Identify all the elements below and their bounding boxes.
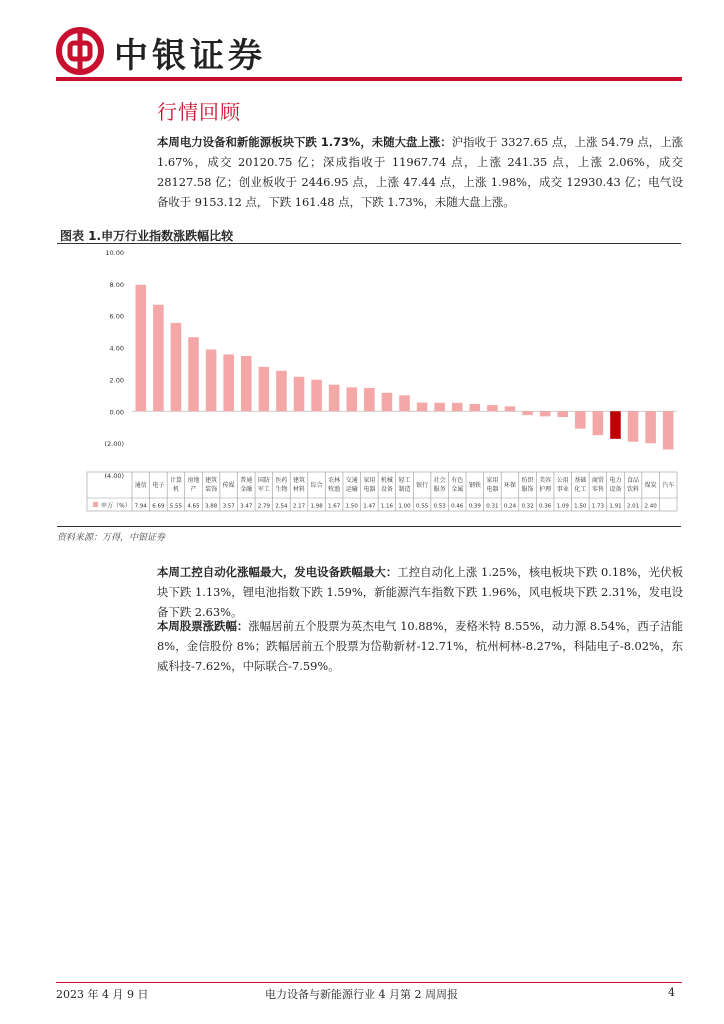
category-label: 美容 <box>539 477 552 484</box>
category-label-line2: 设备 <box>380 486 393 493</box>
value-label: 0.24 <box>503 503 517 510</box>
category-label-line2: 金融 <box>240 486 253 493</box>
value-label: 2.54 <box>275 503 288 510</box>
y-tick-label: 6.00 <box>109 312 124 321</box>
value-label: 2.17 <box>292 503 306 510</box>
value-label: 2.01 <box>626 503 640 510</box>
value-label: 1.50 <box>345 503 358 510</box>
value-label: 0.55 <box>415 503 429 510</box>
bar <box>259 367 270 411</box>
legend-swatch <box>93 502 98 507</box>
category-label: 环保 <box>503 482 516 489</box>
value-label: 1.47 <box>363 503 376 510</box>
category-label: 轻工 <box>398 477 411 484</box>
category-label: 通信 <box>134 482 147 489</box>
category-label: 家用 <box>363 477 376 484</box>
bar <box>241 356 252 411</box>
category-label: 医药 <box>275 477 288 484</box>
bar <box>522 411 533 415</box>
value-label: 0.31 <box>486 503 499 510</box>
category-label-line2: 牧渔 <box>328 486 341 493</box>
legend-label: 申万（%） <box>101 502 131 510</box>
category-label-line2: 化工 <box>574 486 587 493</box>
category-label: 电力 <box>609 477 622 484</box>
value-label: 2.79 <box>257 503 270 510</box>
value-label: 1.00 <box>398 503 411 510</box>
bar <box>329 385 340 412</box>
bar <box>645 411 656 443</box>
paragraph-body: 工控自动化上涨 1.25%，核电板块下跌 0.18%，光伏板块下跌 1.13%，锂电池指数下跌 1.59%，新能源汽车指数下跌 1.96%，风电板块下跌 2.31%，发电设备下跌 2.63%。 <box>157 565 683 619</box>
paragraph-lead: 本周电力设备和新能源板块下跌 1.73%，未随大盘上涨： <box>157 135 452 149</box>
value-label: 0.39 <box>468 503 481 510</box>
paragraph-lead: 本周工控自动化涨幅最大，发电设备跌幅最大： <box>157 565 398 579</box>
y-tick-label: (4.00) <box>104 472 124 480</box>
bar <box>452 403 463 411</box>
bar <box>382 393 393 411</box>
category-label: 钢铁 <box>468 482 481 489</box>
category-label-line2: 装饰 <box>205 486 218 493</box>
category-label: 银行 <box>416 482 429 489</box>
bar <box>505 406 516 411</box>
bar <box>434 403 445 411</box>
category-label: 食品 <box>627 477 640 484</box>
value-label: 1.91 <box>609 503 622 510</box>
category-label: 公用 <box>556 477 569 484</box>
category-label-line2: 生物 <box>275 486 288 493</box>
category-label: 传媒 <box>222 482 235 489</box>
bar <box>276 371 287 411</box>
category-label: 煤炭 <box>644 482 657 489</box>
value-label: 3.88 <box>204 503 218 510</box>
value-label: 1.50 <box>574 503 587 510</box>
bar <box>470 404 481 411</box>
value-label: 1.16 <box>380 503 394 510</box>
figure-bottom-rule <box>57 526 681 527</box>
bar <box>663 411 674 449</box>
bar <box>399 395 410 411</box>
category-label-line2: 运输 <box>345 486 358 493</box>
value-label: 2.40 <box>644 503 657 510</box>
bank-of-china-logo-icon <box>56 27 104 75</box>
category-label: 综合 <box>310 482 323 489</box>
category-label-line2: 金属 <box>451 486 464 493</box>
category-label-line2: 制造 <box>398 486 411 493</box>
value-label: 1.98 <box>310 503 323 510</box>
category-label: 家用 <box>486 477 499 484</box>
section-title: 行情回顾 <box>157 100 241 124</box>
bar <box>610 411 621 439</box>
value-label: 1.73 <box>591 503 605 510</box>
bar <box>364 388 375 411</box>
y-tick-label: 10.00 <box>105 249 124 257</box>
category-label-line2: 设备 <box>609 486 622 493</box>
value-label: 0.46 <box>451 503 464 510</box>
bar <box>540 411 551 416</box>
brand-name: 中银证券 <box>114 36 266 76</box>
category-label-line2: 事业 <box>556 486 569 493</box>
bar <box>311 380 322 412</box>
source-note: 资料来源：万得，中银证券 <box>57 533 166 543</box>
category-label-line2: 护理 <box>539 486 552 493</box>
value-label: 1.67 <box>328 503 341 510</box>
category-label-line2: 军工 <box>257 486 270 493</box>
value-label: 1.09 <box>556 503 569 510</box>
category-label-line2: 饮料 <box>627 486 640 493</box>
value-label: 5.55 <box>169 503 183 510</box>
industry-index-chart <box>57 245 681 513</box>
figure-title: 图表 1.申万行业指数涨跌幅比较 <box>60 229 234 243</box>
bar <box>557 411 568 417</box>
value-label: 0.53 <box>433 503 446 510</box>
bar <box>346 387 357 411</box>
value-label: 6.69 <box>152 503 165 510</box>
category-label-line2: 产 <box>190 486 197 493</box>
category-label: 交通 <box>345 477 358 484</box>
category-label-line2: 电器 <box>363 486 376 493</box>
value-label: 0.32 <box>521 503 534 510</box>
bar <box>628 411 639 441</box>
bar <box>188 337 199 411</box>
bar <box>223 354 234 411</box>
category-label: 汽车 <box>662 482 675 489</box>
value-label: 0.36 <box>539 503 552 510</box>
bar <box>171 323 182 411</box>
y-tick-label: 0.00 <box>109 408 124 417</box>
category-label: 建筑 <box>293 477 306 484</box>
category-label-line2: 电器 <box>486 486 499 493</box>
category-label-line2: 服饰 <box>521 486 534 493</box>
category-label-line2: 机 <box>172 486 179 493</box>
bar <box>487 405 498 411</box>
bar <box>294 377 305 412</box>
page-number: 4 <box>668 986 675 999</box>
footer-rule <box>56 982 682 983</box>
category-label: 基础 <box>574 477 587 484</box>
paragraph-body: 沪指收于 3327.65 点，上涨 54.79 点，上涨 1.67%，成交 20120.75 亿；深成指收于 11967.74 点，上涨 241.35 点，上涨 2.06%，成交 28127.58 亿；创业板收于 2446.95 点，上涨 47.44 点，上涨 1.98%，成交 12930.43 亿；电气设备收于 9153.12 点，下跌 161.48 点，下跌 1.73%，未随大盘上涨。 <box>157 135 683 209</box>
value-label: 3.57 <box>222 503 235 510</box>
category-label: 商贸 <box>591 477 604 484</box>
bar <box>593 411 604 435</box>
bar <box>417 403 428 412</box>
paragraph-lead: 本周股票涨跌幅： <box>157 619 249 633</box>
category-label-line2: 零售 <box>591 486 604 493</box>
category-label: 纺织 <box>521 477 534 484</box>
y-tick-label: (2.00) <box>104 440 124 449</box>
category-label-line2: 服务 <box>433 486 446 493</box>
y-tick-label: 2.00 <box>109 376 124 385</box>
footer-title: 电力设备与新能源行业 4 月第 2 周周报 <box>265 988 458 1001</box>
category-label: 普通 <box>240 477 253 484</box>
value-label: 4.65 <box>187 503 200 510</box>
category-label: 建筑 <box>205 477 218 484</box>
category-label: 有色 <box>451 477 464 484</box>
category-label: 计算 <box>169 477 182 484</box>
paragraph-body: 涨幅居前五个股票为英杰电气 10.88%，麦格米特 8.55%，动力源 8.54%，西子洁能 8%，金信股份 8%；跌幅居前五个股票为岱勒新材-12.71%，杭州柯林-8.27%，科陆电子-8.02%，东威科技-7.62%，中际联合-7.59%。 <box>157 619 683 673</box>
category-label: 农林 <box>328 477 341 484</box>
category-label: 国防 <box>257 477 270 484</box>
bar <box>575 411 586 428</box>
paragraph-stock-movers <box>157 616 683 676</box>
category-label: 社会 <box>433 477 446 484</box>
category-label: 机械 <box>380 477 393 484</box>
category-label: 房地 <box>187 477 200 484</box>
y-tick-label: 8.00 <box>109 280 124 289</box>
bar <box>153 305 164 412</box>
paragraph-sector-performance <box>157 562 683 622</box>
category-label: 电子 <box>152 482 165 489</box>
bar <box>206 349 217 411</box>
bar <box>136 285 147 411</box>
figure-top-rule <box>57 243 681 244</box>
paragraph-market-summary <box>157 132 683 212</box>
category-label-line2: 材料 <box>293 486 306 493</box>
value-label: 7.94 <box>134 503 147 510</box>
footer-date: 2023 年 4 月 9 日 <box>56 988 149 1001</box>
y-tick-label: 4.00 <box>109 344 124 353</box>
value-label: 3.47 <box>240 503 253 510</box>
header-rule <box>56 77 682 81</box>
